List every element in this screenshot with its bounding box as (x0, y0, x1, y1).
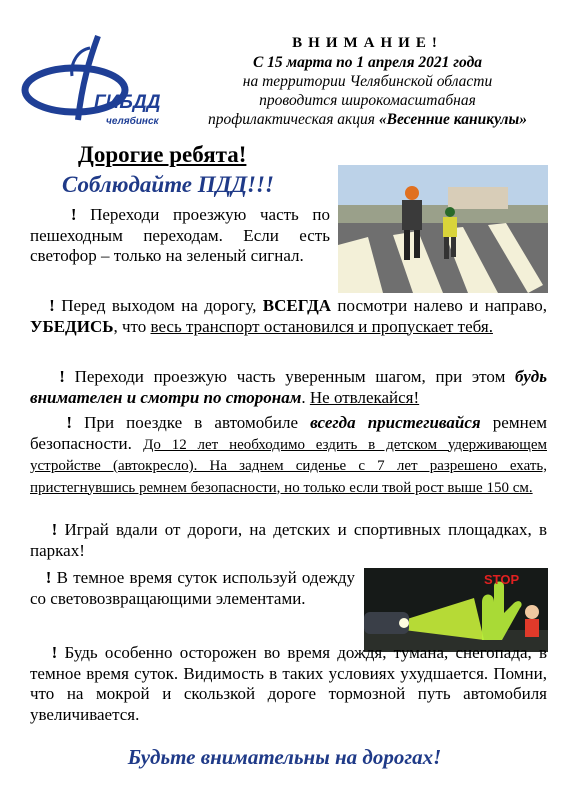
stop-sign-text: STOP (484, 572, 520, 587)
logo-subtext: челябинск (106, 116, 159, 127)
rule-3: ! Переходи проезжую часть уверенным шагом, при этом будь внимателен и смотри по сторонам. Не отвлекайся! (30, 367, 548, 407)
rule-4: ! При поездке в автомобиле всегда пристегивайся ремнем безопасности. До 12 лет необходимо ездить в детском удерживающем устройстве (автокресло). На заднем сиденье с 7 лет разрешено ехать, пристегнувшись ремнем безопасности, но только если твой рост выше 150 см. (30, 413, 547, 496)
rule-7: ! Будь особенно осторожен во время дождя, тумана, снегопада, в темное время суток. Видимость в таких условиях ухудшается. Помни, что на мокрой и скользкой дороге тормозной путь автомобиля увеличивается. (30, 643, 547, 724)
children-crossing-photo (338, 165, 548, 293)
greeting: Дорогие ребята! (78, 142, 247, 167)
rule-1: ! Переходи проезжую часть по пешеходным переходам. Если есть светофор – только на зеленый сигнал. (30, 205, 331, 265)
rule-6: ! В темное время суток используй одежду со световозвращающими элементами. (30, 568, 356, 608)
gibdd-logo (20, 28, 170, 128)
header-line-5: профилактическая акция «Весенние каникулы» (207, 111, 528, 128)
rule-2: ! Перед выходом на дорогу, ВСЕГДА посмотри налево и направо, УБЕДИСЬ, что весь транспорт остановился и пропускает тебя. (30, 296, 547, 336)
header-line-3: на территории Челябинской области (242, 73, 493, 90)
footer-slogan: Будьте внимательны на дорогах! (127, 745, 442, 769)
header-line-4: проводится широкомасштабная (259, 92, 476, 109)
campaign-dates: С 15 марта по 1 апреля 2021 года (252, 54, 483, 71)
reflective-stop-illustration (364, 568, 548, 652)
announcement-header (180, 34, 555, 129)
slogan: Соблюдайте ПДД!!! (62, 172, 274, 197)
campaign-name: «Весенние каникулы» (378, 111, 528, 128)
attention-title: ВНИМАНИЕ! (292, 35, 443, 51)
logo-text: ГИБДД (94, 92, 161, 113)
rule-5: ! Играй вдали от дороги, на детских и спортивных площадках, в парках! (30, 520, 547, 560)
